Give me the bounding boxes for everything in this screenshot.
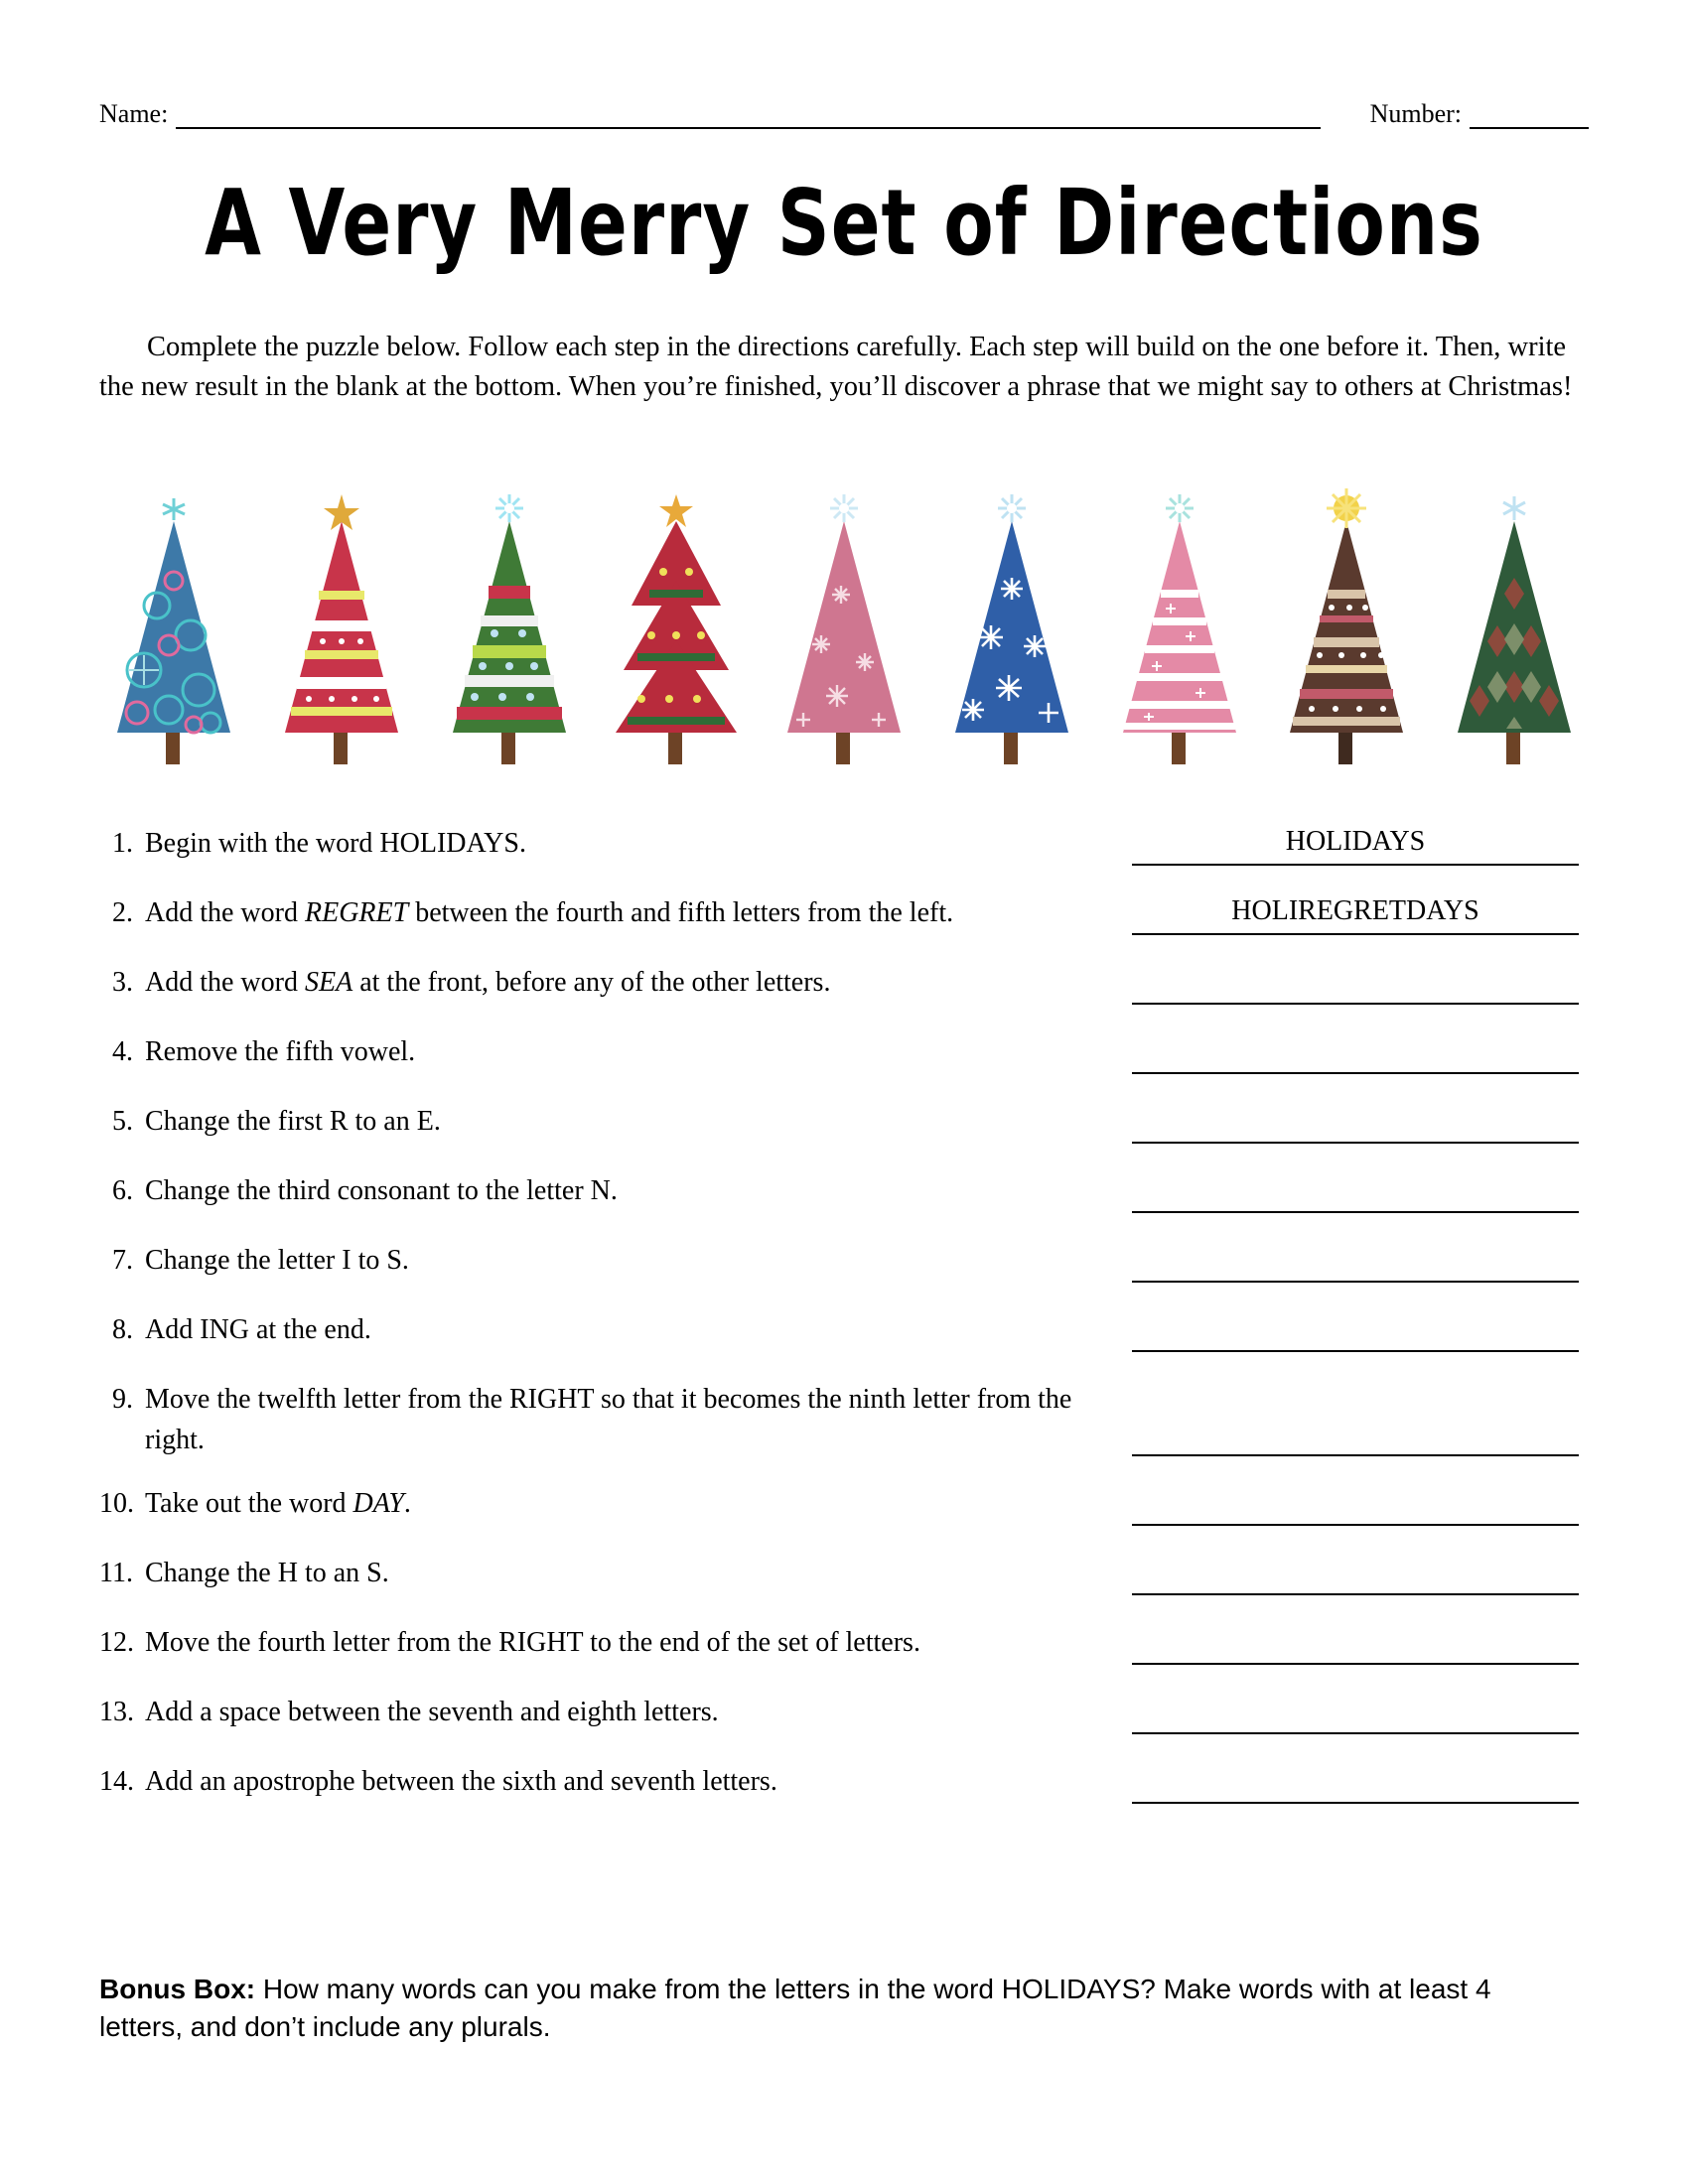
answer-line[interactable] (1132, 1241, 1579, 1283)
direction-row (99, 1554, 1589, 1599)
christmas-tree-icon-3 (435, 486, 584, 784)
tree-topper-star-icon (1327, 488, 1366, 528)
direction-row (99, 1484, 1589, 1530)
step-text: Add the word SEA at the front, before any of the other letters. (145, 967, 831, 998)
step-number: 13. (99, 1697, 134, 1728)
step-number: 6. (112, 1175, 133, 1206)
direction-row (99, 1032, 1589, 1078)
bonus-label: Bonus Box: (99, 1974, 256, 2004)
direction-step (99, 1554, 1132, 1594)
direction-row (99, 1171, 1589, 1217)
step-number: 4. (112, 1036, 133, 1067)
direction-step (99, 1762, 1132, 1803)
bonus-text: How many words can you make from the letters in the word HOLIDAYS? Make words with at least 4 letters, and don’t include any plurals. (99, 1974, 1491, 2043)
step-text: Take out the word DAY. (145, 1488, 411, 1520)
step-text: Begin with the word HOLIDAYS. (145, 828, 526, 859)
direction-step (99, 1171, 1132, 1212)
direction-row (99, 893, 1589, 939)
direction-step (99, 1484, 1132, 1525)
step-number: 1. (112, 828, 133, 859)
direction-row (99, 1310, 1589, 1356)
step-text: Move the fourth letter from the RIGHT to the end of the set of letters. (145, 1627, 920, 1659)
answer-line[interactable] (1132, 963, 1579, 1005)
step-number: 10. (99, 1488, 134, 1520)
number-input-line[interactable] (1470, 101, 1589, 129)
direction-step (99, 1241, 1132, 1282)
answer-line[interactable] (1132, 1032, 1579, 1074)
tree-topper-starburst-icon (830, 494, 858, 522)
step-number: 11. (99, 1558, 133, 1589)
name-label: Name: (99, 99, 169, 128)
answer-line[interactable] (1132, 1415, 1579, 1456)
direction-step (99, 1380, 1132, 1460)
step-number: 5. (112, 1106, 133, 1137)
bonus-box (99, 1971, 1559, 2046)
step-text: Change the third consonant to the letter N. (145, 1175, 618, 1206)
tree-topper-starburst-icon (495, 494, 523, 522)
christmas-tree-icon-5 (770, 486, 918, 784)
direction-row (99, 1762, 1589, 1808)
direction-row (99, 1241, 1589, 1287)
step-text: Remove the fifth vowel. (145, 1036, 416, 1067)
christmas-tree-icon-4 (602, 486, 751, 784)
step-number: 12. (99, 1627, 134, 1659)
direction-row (99, 824, 1589, 870)
number-label: Number: (1369, 99, 1462, 128)
step-text: Add an apostrophe between the sixth and seventh letters. (145, 1766, 777, 1798)
christmas-tree-icon-7 (1105, 486, 1254, 784)
direction-row (99, 963, 1589, 1009)
answer-line[interactable]: HOLIDAYS (1132, 824, 1579, 866)
step-number: 3. (112, 967, 133, 998)
answer-line[interactable] (1132, 1762, 1579, 1804)
direction-step (99, 1693, 1132, 1733)
direction-step (99, 824, 1132, 865)
step-text: Change the first R to an E. (145, 1106, 441, 1137)
answer-line[interactable] (1132, 1484, 1579, 1526)
answer-line[interactable] (1132, 1102, 1579, 1144)
christmas-tree-icon-9 (1440, 486, 1589, 784)
answer-line[interactable] (1132, 1623, 1579, 1665)
directions-list (99, 824, 1589, 1832)
tree-topper-starburst-icon (998, 494, 1026, 522)
direction-row (99, 1693, 1589, 1738)
answer-line[interactable] (1132, 1171, 1579, 1213)
step-number: 2. (112, 897, 133, 928)
step-text: Add the word REGRET between the fourth and fifth letters from the left. (145, 897, 954, 928)
direction-step (99, 1102, 1132, 1143)
tree-topper-snowflake-icon (163, 498, 185, 520)
direction-step (99, 893, 1132, 934)
step-number: 8. (112, 1314, 133, 1345)
step-text: Change the H to an S. (145, 1558, 389, 1589)
step-number: 9. (112, 1384, 133, 1415)
step-number: 14. (99, 1766, 134, 1798)
direction-step (99, 1623, 1132, 1664)
step-text: Add a space between the seventh and eighth letters. (145, 1697, 719, 1728)
step-number: 7. (112, 1245, 133, 1276)
answer-line[interactable] (1132, 1310, 1579, 1352)
direction-row (99, 1623, 1589, 1669)
christmas-tree-icon-6 (937, 486, 1086, 784)
step-text: Change the letter I to S. (145, 1245, 409, 1276)
tree-topper-snowflake-icon (1503, 496, 1525, 520)
answer-line[interactable]: HOLIREGRETDAYS (1132, 893, 1579, 935)
christmas-tree-icon-1 (99, 486, 248, 784)
christmas-tree-icon-8 (1272, 486, 1421, 784)
direction-row (99, 1102, 1589, 1148)
step-text: Add ING at the end. (145, 1314, 371, 1345)
instructions-paragraph: Complete the puzzle below. Follow each step in the directions carefully. Each step will build on the one before it. Then, write the new result in the blank at the bottom. When you’re finished, you’ll discover a phrase that we might say to others at Christmas! (99, 332, 1573, 403)
direction-step (99, 1310, 1132, 1351)
answer-line[interactable] (1132, 1693, 1579, 1734)
direction-step (99, 963, 1132, 1004)
step-text: Move the twelfth letter from the RIGHT so that it becomes the ninth letter from the right. (145, 1384, 1072, 1455)
christmas-tree-icon-2 (267, 486, 416, 784)
answer-line[interactable] (1132, 1554, 1579, 1595)
name-input-line[interactable] (176, 101, 1320, 129)
direction-step (99, 1032, 1132, 1073)
name-number-row (99, 99, 1589, 129)
direction-row (99, 1380, 1589, 1460)
page-title: A Very Merry Set of Directions (205, 169, 1483, 276)
christmas-tree-strip (99, 467, 1589, 784)
tree-topper-starburst-icon (1166, 494, 1194, 522)
